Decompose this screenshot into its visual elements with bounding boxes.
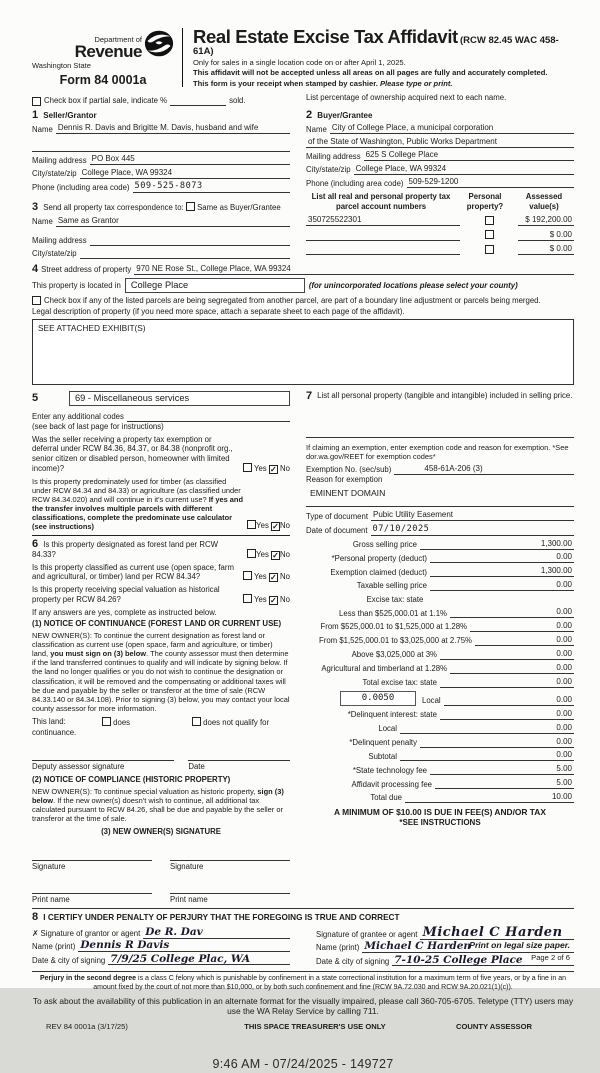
buyer-grantee-title: Buyer/Grantee bbox=[317, 110, 373, 120]
deputy-assessor-label: Deputy assessor signature bbox=[32, 762, 125, 772]
form-number: Form 84 0001a bbox=[59, 73, 147, 88]
forest-yes-checkbox[interactable] bbox=[247, 549, 256, 558]
title-rcw-reference: (RCW 82.45 WAC 458-61A) bbox=[193, 35, 559, 57]
historical-question: Is this property receiving special valuation as historical property per RCW 84.26? Yes ✓ No bbox=[32, 585, 290, 605]
delinquent-penalty-input[interactable]: 0.00 bbox=[420, 737, 574, 748]
doc-date-input[interactable]: 07/10/2025 bbox=[371, 524, 574, 536]
page-title: Real Estate Excise Tax Affidavit bbox=[193, 26, 458, 47]
personal-property-checkbox[interactable] bbox=[485, 245, 494, 254]
grantee-signature-input[interactable]: Michael C Harden bbox=[420, 928, 574, 940]
grantee-sig-label: Signature of grantee or agent bbox=[316, 930, 418, 940]
form-header bbox=[32, 26, 574, 89]
buyer-name2-input[interactable]: of the State of Washington, Public Works Department bbox=[306, 137, 574, 148]
tax-exemption-question: Was the seller receiving a property tax exemption or deferral under RCW 84.36, 84.37, or 84.38 (nonprofit org., senior citizen or disabled person, homeowner with limited income)? Yes ✓ No bbox=[32, 434, 290, 474]
fin-row: Subtotal 0.00 bbox=[368, 750, 572, 761]
logo-revenue-text: Revenue bbox=[74, 42, 142, 62]
this-land-row: This land: does does not qualify for bbox=[32, 717, 270, 727]
grantor-date-label: Date & city of signing bbox=[32, 955, 106, 965]
personal-property-checkbox[interactable] bbox=[485, 216, 494, 225]
historical-yes-checkbox[interactable] bbox=[243, 594, 252, 603]
fin-row: *Delinquent penalty 0.00 bbox=[349, 736, 572, 747]
gross-selling-price-input[interactable]: 1,300.00 bbox=[420, 539, 574, 550]
exemption-no-input[interactable]: 458-61A-206 (3) bbox=[394, 464, 574, 475]
fin-row: Less than $525,000.01 at 1.1% 0.00 bbox=[339, 607, 572, 618]
affidavit-processing-fee-input[interactable]: 5.00 bbox=[435, 778, 574, 789]
seller-mailing-label: Mailing address bbox=[32, 155, 87, 165]
legal-description-label: Legal description of property (if you need more space, attach a separate sheet to each page of the affidavit). bbox=[32, 307, 405, 317]
tier3-tax-input[interactable]: 0.00 bbox=[475, 635, 574, 646]
buyer-name-input[interactable]: City of College Place, a municipal corporation bbox=[330, 123, 574, 134]
grantor-name-input[interactable]: Dennis R Davis bbox=[78, 941, 290, 952]
legal-description-input[interactable]: SEE ATTACHED EXHIBIT(S) bbox=[32, 319, 574, 385]
perjury-note: Perjury in the second degree is a class C felony which is punishable by confinement in a state correctional institution for a maximum term of five years, or by a fine in an amount fixed by the court of not more than $10,000, or by both such confinement and fine (RCW 9A.72.030 and RCW 9A.20.021(1)(c)). bbox=[39, 975, 566, 992]
new-owners-signature-title: (3) NEW OWNER(S) SIGNATURE bbox=[101, 827, 221, 837]
seller-name-input[interactable]: Dennis R. Davis and Brigitte M. Davis, husband and wife bbox=[56, 123, 290, 134]
parcel-row bbox=[306, 230, 574, 241]
print-legal-note: Print on legal size paper. bbox=[469, 939, 570, 950]
buyer-phone-input[interactable]: 509-529-1200 bbox=[407, 177, 574, 188]
logo-state-text: Washington State bbox=[32, 60, 91, 70]
section7-header: 7 List all personal property (tangible and intangible) included in selling price. bbox=[306, 389, 573, 402]
seller-name2-input[interactable] bbox=[32, 141, 290, 152]
header-note-1: Only for sales in a single location code on or after April 1, 2025. bbox=[193, 57, 406, 67]
reason-exemption-label: Reason for exemption bbox=[306, 474, 383, 484]
partial-sale-label: Check box if partial sale, indicate % bbox=[44, 96, 168, 106]
seller-city-input[interactable]: College Place, WA 99324 bbox=[80, 168, 290, 179]
page-indicator: Page 2 of 6 bbox=[531, 952, 570, 962]
seller-phone-label: Phone (including area code) bbox=[32, 183, 130, 193]
grantor-signature-input[interactable]: De R. Dav bbox=[143, 928, 290, 939]
buyer-city-input[interactable]: College Place, WA 99324 bbox=[354, 164, 574, 175]
fin-row: Local 0.00 bbox=[378, 722, 572, 733]
accessibility-note: To ask about the availability of this publication in an alternate format for the visually impaired, please call 360-705-6705. Teletype (TTY) users may use the WA Relay Service by calling 711. bbox=[32, 995, 574, 1016]
header-note-2: This affidavit will not be accepted unless all areas on all pages are fully and accurately completed. bbox=[193, 68, 548, 78]
does-checkbox[interactable] bbox=[102, 717, 111, 726]
agricultural-tax-input[interactable]: 0.00 bbox=[450, 663, 574, 674]
section3-header: 3 Send all property tax correspondence to: Same as Buyer/Grantee bbox=[32, 201, 281, 214]
total-excise-state-input[interactable]: 0.00 bbox=[440, 677, 574, 688]
unincorporated-note: (for unincorporated locations please select your county) bbox=[308, 280, 518, 290]
parcel-number-input[interactable] bbox=[306, 231, 460, 241]
personal-property-intro: List all personal property (tangible and intangible) included in selling price. bbox=[317, 390, 573, 400]
fin-row: Affidavit processing fee 5.00 bbox=[351, 778, 572, 789]
seller-phone-input[interactable]: 509-525-8073 bbox=[133, 181, 290, 193]
new-owner-print-line-1[interactable] bbox=[32, 882, 152, 894]
grantee-name-input[interactable]: Michael C Harden bbox=[362, 942, 574, 953]
segregated-checkbox[interactable] bbox=[32, 296, 41, 305]
reason-exemption-value[interactable]: EMINENT DOMAIN bbox=[310, 487, 386, 498]
local-tax-input[interactable]: 0.00 bbox=[444, 695, 574, 706]
street-address-input[interactable]: 970 NE Rose St., College Place, WA 99324 bbox=[134, 264, 574, 275]
notice-compliance-title: (2) NOTICE OF COMPLIANCE (HISTORIC PROPERTY) bbox=[32, 775, 231, 785]
corr-name-input[interactable]: Same as Grantor bbox=[56, 216, 290, 227]
assessed-value-input[interactable]: $ 192,200.00 bbox=[518, 215, 574, 226]
deputy-assessor-signature-line[interactable] bbox=[32, 749, 174, 761]
new-owner-signature-line-1[interactable] bbox=[32, 849, 152, 861]
fin-row: Exemption claimed (deduct) 1,300.00 bbox=[330, 566, 572, 577]
see-instructions-note: *SEE INSTRUCTIONS bbox=[399, 817, 481, 827]
delinquent-interest-state-input[interactable]: 0.00 bbox=[440, 709, 574, 720]
same-as-buyer-checkbox[interactable] bbox=[186, 202, 195, 211]
grantee-date-label: Date & city of signing bbox=[316, 956, 390, 966]
personal-property-deduct-input[interactable]: 0.00 bbox=[430, 552, 574, 563]
exemption-yes-checkbox[interactable] bbox=[243, 463, 252, 472]
x-mark: ✗ bbox=[32, 929, 39, 939]
delinquent-interest-local-input[interactable]: 0.00 bbox=[400, 723, 574, 734]
fin-row: *Personal property (deduct) 0.00 bbox=[331, 552, 572, 563]
subtotal-input[interactable]: 0.00 bbox=[400, 750, 574, 761]
notice-continuance-title: (1) NOTICE OF CONTINUANCE (FOREST LAND OR CURRENT USE) bbox=[32, 619, 282, 629]
exemption-claimed-input[interactable]: 1,300.00 bbox=[430, 566, 574, 577]
doc-type-label: Type of document bbox=[306, 511, 368, 521]
notice-continuance-body: NEW OWNER(S): To continue the current designation as forest land or classification as current use (open space, farm and agriculture, or timber) land, you must sign on (3) below. The county assessor must then determine if the land transferred continues to qualify and will indicate by signing below. If the land no longer qualifies or you do not wish to continue the designation or classification, it will be removed and the compensating or additional taxes will be due and payable by the seller or transferor at the time of sale (RCW 84.33.140 or 84.34.108). Prior to signing (3) below, you may contact your local county assessor for more information. bbox=[32, 631, 290, 713]
partial-sale-row bbox=[32, 95, 290, 106]
tier2-tax-input[interactable]: 0.00 bbox=[470, 621, 574, 632]
certify-heading: 8 I CERTIFY UNDER PENALTY OF PERJURY THAT THE FOREGOING IS TRUE AND CORRECT bbox=[32, 911, 400, 924]
grantee-date-input[interactable]: 7-10-25 College Place bbox=[392, 956, 574, 967]
seller-mailing-input[interactable]: PO Box 445 bbox=[90, 154, 290, 165]
predominate-no-checkbox[interactable]: ✓ bbox=[272, 522, 279, 532]
dor-swirl-logo-icon bbox=[144, 30, 174, 60]
fin-row: Agricultural and timberland at 1.28% 0.00 bbox=[321, 662, 572, 674]
partial-sale-checkbox[interactable] bbox=[32, 97, 41, 106]
local-rate-row: 0.0050 Local 0.00 bbox=[306, 691, 574, 706]
seller-grantor-title: Seller/Grantor bbox=[43, 110, 97, 120]
corr-city-input[interactable] bbox=[80, 249, 290, 260]
additional-codes-label: Enter any additional codes bbox=[32, 412, 124, 422]
reet-affidavit-form-page: Department of Revenue Washington State Form 84 0001a Real Estate Excise Tax Affidavit (RCW 82.45 WAC 458-61A) Only for sales in a single location code on or after April 1, 2025. This affidavit will not be accepted unless all areas on all pages are fully and accurately completed. This form is your receipt when stamped by cashier. Please type or print. Check box if partial sale, indicate % sold. List percentage of ownership acquired next to each name. 1 Seller/Grantor Name Dennis R. Davis and Brigitte M. Davis, husband and wife Mailing address PO Box 445 City/state/zip College Place, WA 99324 Phone (including area code) 509-525-8073 3 Send all property tax correspondence to: Same as Buyer/Grantee Name Same as Grantor Mailing address City/state/zip 2 Buyer/Grantee Name City of College Place, a municipal corporation of the State of Washington, Public Works Department Mailing address 625 S College Place City/state/zip College Place, WA 99324 Phone (including area code) 509-529-1200 List all real and personal property tax parcel account numbers Personal property? Assessed value(s) 350725522301 $ 192,200.00 $ 0.00 $ 0.00 4 Street address of property 970 NE Rose St., College Place, WA 99324 This property is located in College Place (for unincorporated locations please select your county) Check box if any of the listed parcels are being segregated from another parcel, are part of a boundary line adjustment or parcels being merged. Legal description of property (if you need more space, attach a separate sheet to each page of the affidavit). SEE ATTACHED EXHIBIT(S) 5 69 - Miscellaneous services Enter any additional codes (see back of last page for instructions) Was the seller receiving a property tax exemption or deferral under RCW 84.36, 84.37, or 84.38 (nonprofit org., senior citizen or disabled person, homeowner with limited income)? Yes ✓ No Is this property predominately used for timber (as classified under RCW 84.34 and 84.33) or agriculture (as classified under RCW 84.34.020) and will continue in it's current use? If yes and the transfer involves multiple parcels with different classifications, complete the predominate use calculator (see instructions) Yes ✓No 6 Is this property designated as forest land per RCW 84.33? Yes ✓No Is this property classified as current use (open space, farm and agricultural, or timber) land per RCW 84.34? Yes ✓ No Is this property receiving special valuation as historical property per RCW 84.26? Yes ✓ No If any answers are yes, complete as instructed below. (1) NOTICE OF CONTINUANCE (FOREST LAND OR CURRENT USE) NEW OWNER(S): To continue the current designation as forest land or classification as current use (open space, farm and agriculture, or timber) land, you must sign on (3) below. The county assessor must then determine if the land transferred continues to qualify and will indicate by signing below. If the land no longer qualifies or you do not wish to continue the designation or classification, it will be removed and the compensating or additional taxes will be due and payable by the seller or transferor at the time of sale (RCW 84.33.140 or 84.34.108). Prior to signing (3) below, you may contact your local county assessor for more information. This land: does does not qualify for continuance. Deputy assessor signature Date (2) NOTICE OF COMPLIANCE (HISTORIC PROPERTY) NEW OWNER(S): To continue special valuation as historic property, sign (3) below. If the new owner(s) doesn't wish to continue, all additional tax calculated pursuant to RCW 84.26, shall be due and payable by the seller or transferor at the time of sale. (3) NEW OWNER(S) SIGNATURE Signature Signature Print name Print name 7 List all personal property (tangible and intangible) included in selling price. If claiming an exemption, enter exemption code and reason for exemption. *See dor.wa.gov/REET for exemption codes* Exemption No. (sec/sub) 458-61A-206 (3) Reason for exemption EMINENT DOMAIN Type of document Pubic Utility Easement Date of document 07/10/2025 Gross selling price 1,300.00 *Personal property (deduct) 0.00 Exemption claimed (deduct) 1,300.00 Taxable selling price 0.00 Excise tax: state Less than $525,000.01 at 1.1% 0.00 From $525,000.01 to $1,525,000 at 1.28% 0.00 From $1,525,000.01 to $3,025,000 at 2.75% 0.00 Above $3,025,000 at 3% 0.00 Agricultural and timberland at 1.28% 0.00 Total excise tax: state 0.00 0.0050 Local 0.00 *Delinquent interest: state 0.00 Local 0.00 *Delinquent penalty 0.00 Subtotal 0.00 *State technology fee 5.00 Affidavit processing fee 5.00 Total due 10.00 A MINIMUM OF $10.00 IS DUE IN FEE(S) AND/OR TAX *SEE INSTRUCTIONS 8 I CERTIFY UNDER PENALTY OF PERJURY THAT THE FOREGOING IS TRUE AND CORRECT ✗ Signature of grantor or agent De R. Dav Name (print) Dennis R Davis Date & city of signing 7/9/25 College Plac, WA Signature of grantee or agent Michael C Harden Name (print) Michael C Harden Date & city of signing 7-10-25 College Place Perjury in the second degree is a class C felony which is punishable by confinement in a state correctional institution for a maximum term of five years, or by a fine in an amount fixed by the court of not more than $10,000, or by both such confinement and fine (RCW 9A.72.030 and RCW 9A.20.021(1)(c)). To ask about the availability of this publication in an alternate format for the visually impaired, please call 360-705-6705. Teletype (TTY) users may use the WA Relay Service by calling 711. REV 84 0001a (3/17/25) THIS SPACE TREASURER'S USE ONLY COUNTY ASSESSOR 9:46 AM - 07/24/2025 - 149727 Print on legal size paper. Page 2 of 6 bbox=[0, 0, 600, 988]
predominate-use-question: Is this property predominately used for timber (as classified under RCW 84.34 and 84.33) or agriculture (as classified under RCW 84.34.020) and will continue in it's current use? If yes and the transfer involves multiple parcels with different classifications, complete the predominate use calculator (see instructions) Yes ✓No bbox=[32, 476, 290, 532]
notice-compliance-body: NEW OWNER(S): To continue special valuation as historic property, sign (3) below. If the new owner(s) doesn't wish to continue, all additional tax calculated pursuant to RCW 84.26, shall be due and payable by the seller or transferor at the time of sale. bbox=[32, 786, 284, 824]
header-divider bbox=[182, 28, 183, 87]
assessed-value-input[interactable]: $ 0.00 bbox=[518, 230, 574, 241]
corr-mailing-label: Mailing address bbox=[32, 236, 87, 246]
corr-city-label: City/state/zip bbox=[32, 249, 77, 259]
exemption-no-checkbox[interactable]: ✓ bbox=[270, 464, 277, 474]
buyer-mailing-label: Mailing address bbox=[306, 151, 361, 161]
personal-property-checkbox[interactable] bbox=[485, 230, 494, 239]
fin-row: *State technology fee 5.00 bbox=[352, 764, 572, 775]
current-use-yes-checkbox[interactable] bbox=[243, 571, 252, 580]
street-address-label: Street address of property bbox=[41, 265, 132, 275]
located-in-label: This property is located in bbox=[32, 280, 121, 290]
excise-tax-state-header: Excise tax: state bbox=[366, 594, 424, 604]
total-due-input[interactable]: 10.00 bbox=[405, 792, 574, 803]
grantor-name-label: Name (print) bbox=[32, 942, 76, 952]
seller-city-label: City/state/zip bbox=[32, 169, 77, 179]
state-technology-fee-input[interactable]: 5.00 bbox=[430, 764, 574, 775]
historical-no-checkbox[interactable]: ✓ bbox=[270, 595, 277, 605]
buyer-mailing-input[interactable]: 625 S College Place bbox=[364, 150, 574, 161]
current-use-no-checkbox[interactable]: ✓ bbox=[270, 573, 277, 583]
additional-codes-input[interactable] bbox=[127, 411, 290, 422]
header-note-3: This form is your receipt when stamped by cashier. Please type or print. bbox=[193, 79, 453, 89]
buyer-phone-label: Phone (including area code) bbox=[306, 178, 404, 188]
located-in-select[interactable]: College Place bbox=[125, 278, 305, 294]
doc-type-input[interactable]: Pubic Utility Easement bbox=[371, 510, 574, 521]
buyer-city-label: City/state/zip bbox=[306, 165, 351, 175]
same-as-buyer-label: Same as Buyer/Grantee bbox=[197, 203, 281, 213]
new-owner-signature-line-2[interactable] bbox=[170, 849, 290, 861]
fin-row: Above $3,025,000 at 3% 0.00 bbox=[351, 648, 572, 660]
county-assessor-label: COUNTY ASSESSOR bbox=[456, 1021, 532, 1031]
deputy-date-line[interactable] bbox=[188, 749, 290, 761]
forest-no-checkbox[interactable]: ✓ bbox=[272, 550, 279, 560]
section1-header: 1 Seller/Grantor bbox=[32, 108, 97, 121]
treasurer-use-label: THIS SPACE TREASURER'S USE ONLY bbox=[244, 1021, 386, 1031]
timestamp-stamp: 9:46 AM - 07/24/2025 - 149727 bbox=[212, 1057, 394, 1072]
deputy-date-label: Date bbox=[188, 762, 205, 772]
exemption-note: If claiming an exemption, enter exemption code and reason for exemption. *See dor.wa.gov/REET for exemption codes* bbox=[306, 443, 569, 462]
fin-row: Total excise tax: state 0.00 bbox=[362, 676, 572, 688]
partial-sale-sold-label: sold. bbox=[229, 96, 246, 106]
forest-land-question: 6 Is this property designated as forest land per RCW 84.33? Yes ✓No bbox=[32, 538, 290, 560]
fin-row: Taxable selling price 0.00 bbox=[356, 580, 572, 591]
parcel-row bbox=[306, 215, 574, 226]
parcel-number-input[interactable]: 350725522301 bbox=[306, 215, 460, 226]
ownership-note: List percentage of ownership acquired next to each name. bbox=[306, 92, 507, 102]
corr-name-label: Name bbox=[32, 216, 53, 226]
parcel-table-header: List all real and personal property tax parcel account numbers Personal property? Assessed value(s) bbox=[311, 192, 563, 212]
rev-form-number: REV 84 0001a (3/17/25) bbox=[46, 1021, 128, 1031]
tier1-tax-input[interactable]: 0.00 bbox=[450, 607, 574, 618]
exemption-no-label: Exemption No. (sec/sub) bbox=[306, 465, 392, 475]
see-back-note: (see back of last page for instructions) bbox=[32, 421, 164, 431]
section2-header: 2 Buyer/Grantee bbox=[306, 108, 373, 121]
if-any-note: If any answers are yes, complete as instructed below. bbox=[32, 607, 217, 617]
grantor-sig-label: Signature of grantor or agent bbox=[40, 929, 141, 939]
parcel-row bbox=[306, 244, 574, 255]
fin-row: From $525,000.01 to $1,525,000 at 1.28% 0.00 bbox=[320, 621, 572, 632]
tier4-tax-input[interactable]: 0.00 bbox=[440, 649, 574, 660]
personal-property-input[interactable] bbox=[306, 428, 574, 439]
continuance-label: continuance. bbox=[32, 727, 77, 737]
partial-sale-percent-input[interactable] bbox=[170, 95, 226, 106]
does-not-checkbox[interactable] bbox=[192, 717, 201, 726]
fin-row: Total due 10.00 bbox=[370, 792, 572, 803]
corr-mailing-input[interactable] bbox=[90, 236, 290, 247]
fin-row: Gross selling price 1,300.00 bbox=[352, 538, 572, 549]
land-use-code-select[interactable]: 69 - Miscellaneous services bbox=[69, 391, 290, 407]
taxable-selling-price-input[interactable]: 0.00 bbox=[430, 580, 574, 591]
predominate-yes-checkbox[interactable] bbox=[247, 520, 256, 529]
assessed-value-input[interactable]: $ 0.00 bbox=[518, 244, 574, 255]
logo-dept-text: Department of bbox=[94, 35, 142, 45]
buyer-name-label: Name bbox=[306, 124, 327, 134]
grantee-name-label: Name (print) bbox=[316, 943, 360, 953]
grantor-date-input[interactable]: 7/9/25 College Plac, WA bbox=[108, 955, 290, 966]
tax-correspondence-label: Send all property tax correspondence to: bbox=[43, 203, 184, 213]
seller-name-label: Name bbox=[32, 124, 53, 134]
fin-row: *Delinquent interest: state 0.00 bbox=[347, 708, 572, 720]
parcel-number-input[interactable] bbox=[306, 245, 460, 255]
local-rate-input[interactable]: 0.0050 bbox=[340, 691, 416, 706]
minimum-due-note: A MINIMUM OF $10.00 IS DUE IN FEE(S) AND/OR TAX bbox=[334, 807, 546, 818]
fin-row: From $1,525,000.01 to $3,025,000 at 2.75% 0.00 bbox=[318, 635, 572, 646]
dor-logo-block bbox=[32, 26, 174, 89]
current-use-question: Is this property classified as current use (open space, farm and agricultural, or timber) land per RCW 84.34? Yes ✓ No bbox=[32, 562, 290, 583]
new-owner-print-line-2[interactable] bbox=[170, 882, 290, 894]
doc-date-label: Date of document bbox=[306, 525, 368, 535]
segregated-label: Check box if any of the listed parcels are being segregated from another parcel, are part of a boundary line adjustment or parcels being merged. bbox=[44, 295, 541, 305]
